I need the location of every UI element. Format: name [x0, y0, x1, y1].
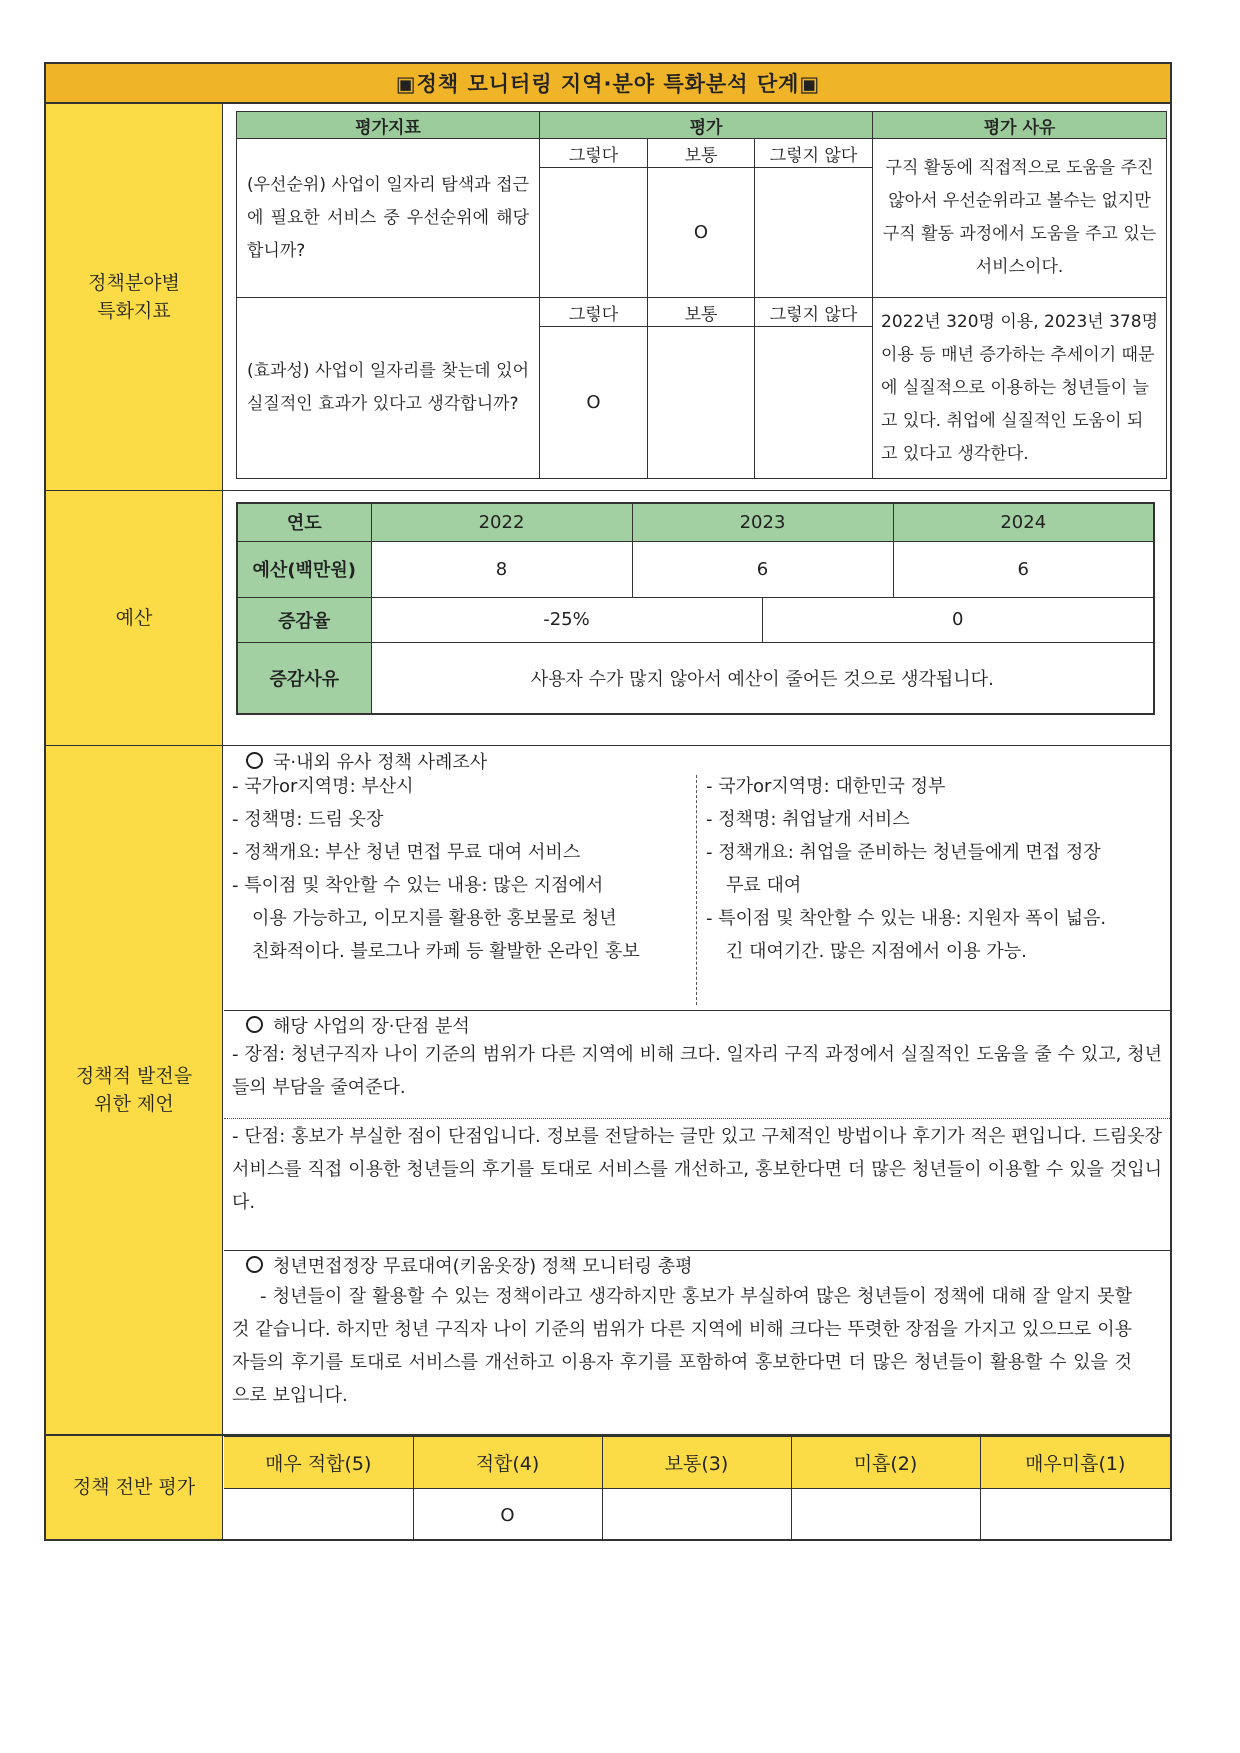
budget-reason: 사용자 수가 많지 않아서 예산이 줄어든 것으로 생각됩니다.: [371, 642, 1154, 714]
budget-year: 2024: [893, 503, 1154, 541]
rating-mark-cell: [413, 1489, 602, 1541]
case-left-line: 이용 가능하고, 이모지를 활용한 홍보물로 청년: [252, 908, 617, 929]
budget-table: [236, 502, 1155, 715]
budget-year-label: 연도: [237, 503, 371, 541]
cases-heading: 국·내외 유사 정책 사례조사: [246, 750, 1146, 776]
eval-cell: [755, 327, 873, 479]
rating-option-good: 적합(4): [413, 1437, 602, 1489]
eval-mark-cell: [648, 168, 755, 298]
circle-bullet-icon: [246, 1256, 263, 1273]
case-right-line: 무료 대여: [726, 875, 802, 896]
eval-mark: O: [586, 392, 601, 413]
section-divider: [46, 745, 1170, 746]
case-right-line: - 특이점 및 착안할 수 있는 내용: 지원자 폭이 넓음.: [706, 908, 1107, 929]
rating-mark: O: [500, 1504, 515, 1526]
budget-reason-label: 증감사유: [237, 642, 371, 714]
summary-text: - 청년들이 잘 활용할 수 있는 정책이라고 생각하지만 홍보가 부실하여 많은 청년들이 정책에 대해 잘 알지 못할 것 같습니다. 하지만 청년 구직자 나이 기준의 범위가 다른 지역에 비해 크다는 뚜렷한 장점을 가지고 있으므로 이용자들의 후기를 토대로 서비스를 개선하고 이용자 후기를 포함하여 홍보한다면 더 많은 청년들이 활용할 수 있을 것으로 보입니다.: [232, 1286, 1132, 1406]
rating-option-very-poor: 매우미흡(1): [980, 1437, 1170, 1489]
eval-question-effectiveness: (효과성) 사업이 일자리를 찾는데 있어 실질적인 효과가 있다고 생각합니까?: [237, 298, 540, 479]
rating-cell: [224, 1489, 413, 1541]
rating-option-neutral: 보통(3): [602, 1437, 791, 1489]
case-right-line: 긴 대여기간. 많은 지점에서 이용 가능.: [726, 941, 1027, 962]
case-divider: [696, 775, 697, 1005]
eval-option-yes: 그렇다: [540, 298, 648, 327]
budget-amount: 8: [371, 541, 632, 597]
section-divider: [46, 490, 1170, 491]
rating-cell: [791, 1489, 980, 1541]
case-right: [706, 770, 1166, 968]
eval-header-indicator: 평가지표: [237, 112, 540, 139]
case-right-line: - 국가or지역명: 대한민국 정부: [706, 776, 946, 797]
eval-option-no: 그렇지 않다: [755, 298, 873, 327]
case-left-line: - 정책개요: 부산 청년 면접 무료 대여 서비스: [232, 842, 581, 863]
circle-bullet-icon: [246, 752, 263, 769]
eval-option-neutral: 보통: [648, 298, 755, 327]
eval-reason-effectiveness: 2022년 320명 이용, 2023년 378명 이용 등 매년 증가하는 추세이기 때문에 실질적으로 이용하는 청년들이 늘고 있다. 취업에 실질적인 도움이 되고 있다고 생각한다.: [873, 298, 1167, 479]
section-label-indicator: 정책분야별 특화지표: [46, 104, 223, 490]
case-left-line: - 국가or지역명: 부산시: [232, 776, 414, 797]
budget-year: 2022: [371, 503, 632, 541]
overall-rating-table: [224, 1436, 1170, 1541]
case-right-line: - 정책개요: 취업을 준비하는 청년들에게 면접 정장: [706, 842, 1101, 863]
budget-rate: 0: [762, 597, 1154, 642]
eval-header-reason: 평가 사유: [873, 112, 1167, 139]
case-left-line: - 정책명: 드림 옷장: [232, 809, 384, 830]
budget-amount: 6: [893, 541, 1154, 597]
rating-option-very-good: 매우 적합(5): [224, 1437, 413, 1489]
summary-heading: 청년면접정장 무료대여(키움옷장) 정책 모니터링 총평: [246, 1254, 1146, 1280]
analysis-heading: 해당 사업의 장·단점 분석: [246, 1014, 1146, 1040]
section-label-budget: 예산: [46, 491, 223, 745]
eval-header-rating: 평가: [540, 112, 873, 139]
eval-mark: O: [693, 222, 709, 243]
section-label-overall: 정책 전반 평가: [46, 1435, 223, 1539]
eval-option-no: 그렇지 않다: [755, 139, 873, 168]
eval-cell: [540, 168, 648, 298]
page-title: ▣정책 모니터링 지역·분야 특화분석 단계▣: [44, 62, 1172, 104]
eval-reason-priority: 구직 활동에 직접적으로 도움을 주진 않아서 우선순위라고 볼수는 없지만 구직 활동 과정에서 도움을 주고 있는 서비스이다.: [873, 139, 1167, 298]
subsection-divider: [224, 1010, 1170, 1011]
analysis-pros: - 장점: 청년구직자 나이 기준의 범위가 다른 지역에 비해 크다. 일자리 구직 과정에서 실질적인 도움을 줄 수 있고, 청년들의 부담을 줄여준다.: [232, 1044, 1162, 1098]
rating-cell: [602, 1489, 791, 1541]
case-right-line: - 정책명: 취업날개 서비스: [706, 809, 910, 830]
rating-cell: [980, 1489, 1170, 1541]
pros-cons-divider: [224, 1118, 1170, 1119]
case-left: [232, 770, 692, 968]
evaluation-table: [236, 111, 1167, 479]
rating-option-poor: 미흡(2): [791, 1437, 980, 1489]
budget-amount-label: 예산(백만원): [237, 541, 371, 597]
budget-rate: -25%: [371, 597, 762, 642]
subsection-divider: [224, 1250, 1170, 1251]
eval-cell: [755, 168, 873, 298]
analysis-cons: - 단점: 홍보가 부실한 점이 단점입니다. 정보를 전달하는 글만 있고 구체적인 방법이나 후기가 적은 편입니다. 드림옷장 서비스를 직접 이용한 청년들의 후기를 토대로 서비스를 개선하고, 홍보한다면 더 많은 청년들이 이용할 수 있을 것입니다.: [232, 1126, 1162, 1213]
eval-option-yes: 그렇다: [540, 139, 648, 168]
eval-question-priority: (우선순위) 사업이 일자리 탐색과 접근에 필요한 서비스 중 우선순위에 해당합니까?: [237, 139, 540, 298]
eval-option-neutral: 보통: [648, 139, 755, 168]
case-left-line: 친화적이다. 블로그나 카페 등 활발한 온라인 홍보: [252, 941, 640, 962]
circle-bullet-icon: [246, 1016, 263, 1033]
budget-amount: 6: [632, 541, 893, 597]
case-left-line: - 특이점 및 착안할 수 있는 내용: 많은 지점에서: [232, 875, 604, 896]
section-label-proposal: 정책적 발전을 위한 제언: [46, 746, 223, 1434]
eval-mark-cell: [540, 327, 648, 479]
eval-cell: [648, 327, 755, 479]
budget-year: 2023: [632, 503, 893, 541]
budget-rate-label: 증감율: [237, 597, 371, 642]
